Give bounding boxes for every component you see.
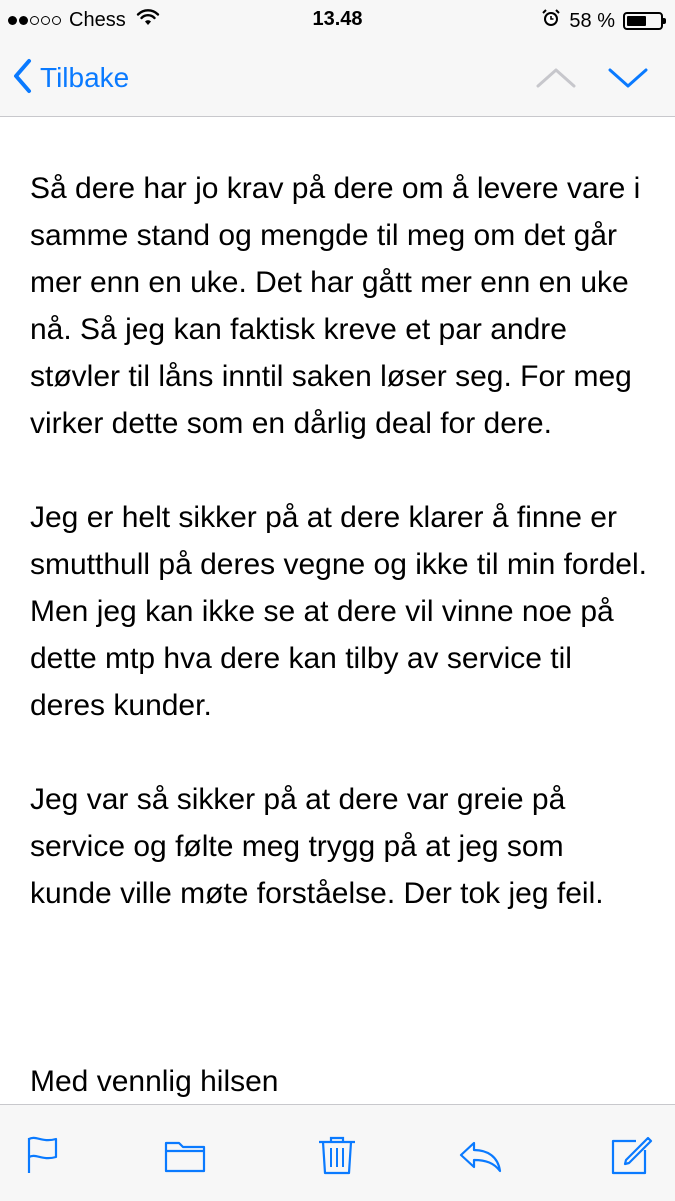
alarm-icon (541, 8, 561, 34)
status-right (541, 8, 663, 34)
flag-icon (22, 1162, 66, 1179)
trash-icon (315, 1162, 359, 1179)
compose-button[interactable] (610, 1135, 654, 1175)
carrier-name: Chess (69, 8, 126, 31)
battery-percent: 58 % (569, 9, 615, 32)
status-time: 13.48 (312, 8, 363, 30)
email-paragraph: Jeg er helt sikker på at dere klarer å finne er smutthull på deres vegne og ikke til min fordel. Men jeg kan ikke se at dere vil vinne noe på dette mtp hva dere kan tilby av service til deres kunder. (30, 501, 647, 722)
email-paragraph: Jeg var så sikker på at dere var greie på service og følte meg trygg på at jeg som kunde ville møte forståelse. Der tok jeg feil. (30, 783, 604, 910)
reply-button[interactable] (458, 1135, 502, 1175)
trash-button[interactable] (315, 1135, 359, 1175)
next-message-button[interactable] (606, 58, 650, 98)
move-to-folder-button[interactable] (163, 1135, 207, 1175)
chevron-up-icon (534, 85, 578, 102)
nav-bar (0, 40, 675, 117)
folder-icon (163, 1162, 207, 1179)
email-paragraph: Så dere har jo krav på dere om å levere vare i samme stand og mengde til meg om det går mer enn en uke. Det har gått mer enn en uke nå. Så jeg kan faktisk kreve et par andre støvler til låns inntil saken løser seg. For meg virker dette som en dårlig deal for dere. (30, 172, 641, 440)
status-bar (0, 0, 675, 40)
email-body[interactable] (30, 116, 650, 1104)
email-signoff: Med vennlig hilsen (30, 1065, 279, 1098)
compose-icon (610, 1162, 654, 1179)
back-button[interactable] (12, 56, 129, 100)
bottom-toolbar (0, 1104, 675, 1201)
chevron-down-icon (606, 85, 650, 102)
flag-button[interactable] (22, 1135, 66, 1175)
chevron-left-icon (12, 58, 32, 99)
battery-level-fill (627, 16, 646, 26)
reply-icon (458, 1162, 502, 1179)
back-button-label: Tilbake (40, 62, 130, 93)
previous-message-button[interactable] (534, 58, 578, 98)
battery-icon (623, 12, 663, 30)
